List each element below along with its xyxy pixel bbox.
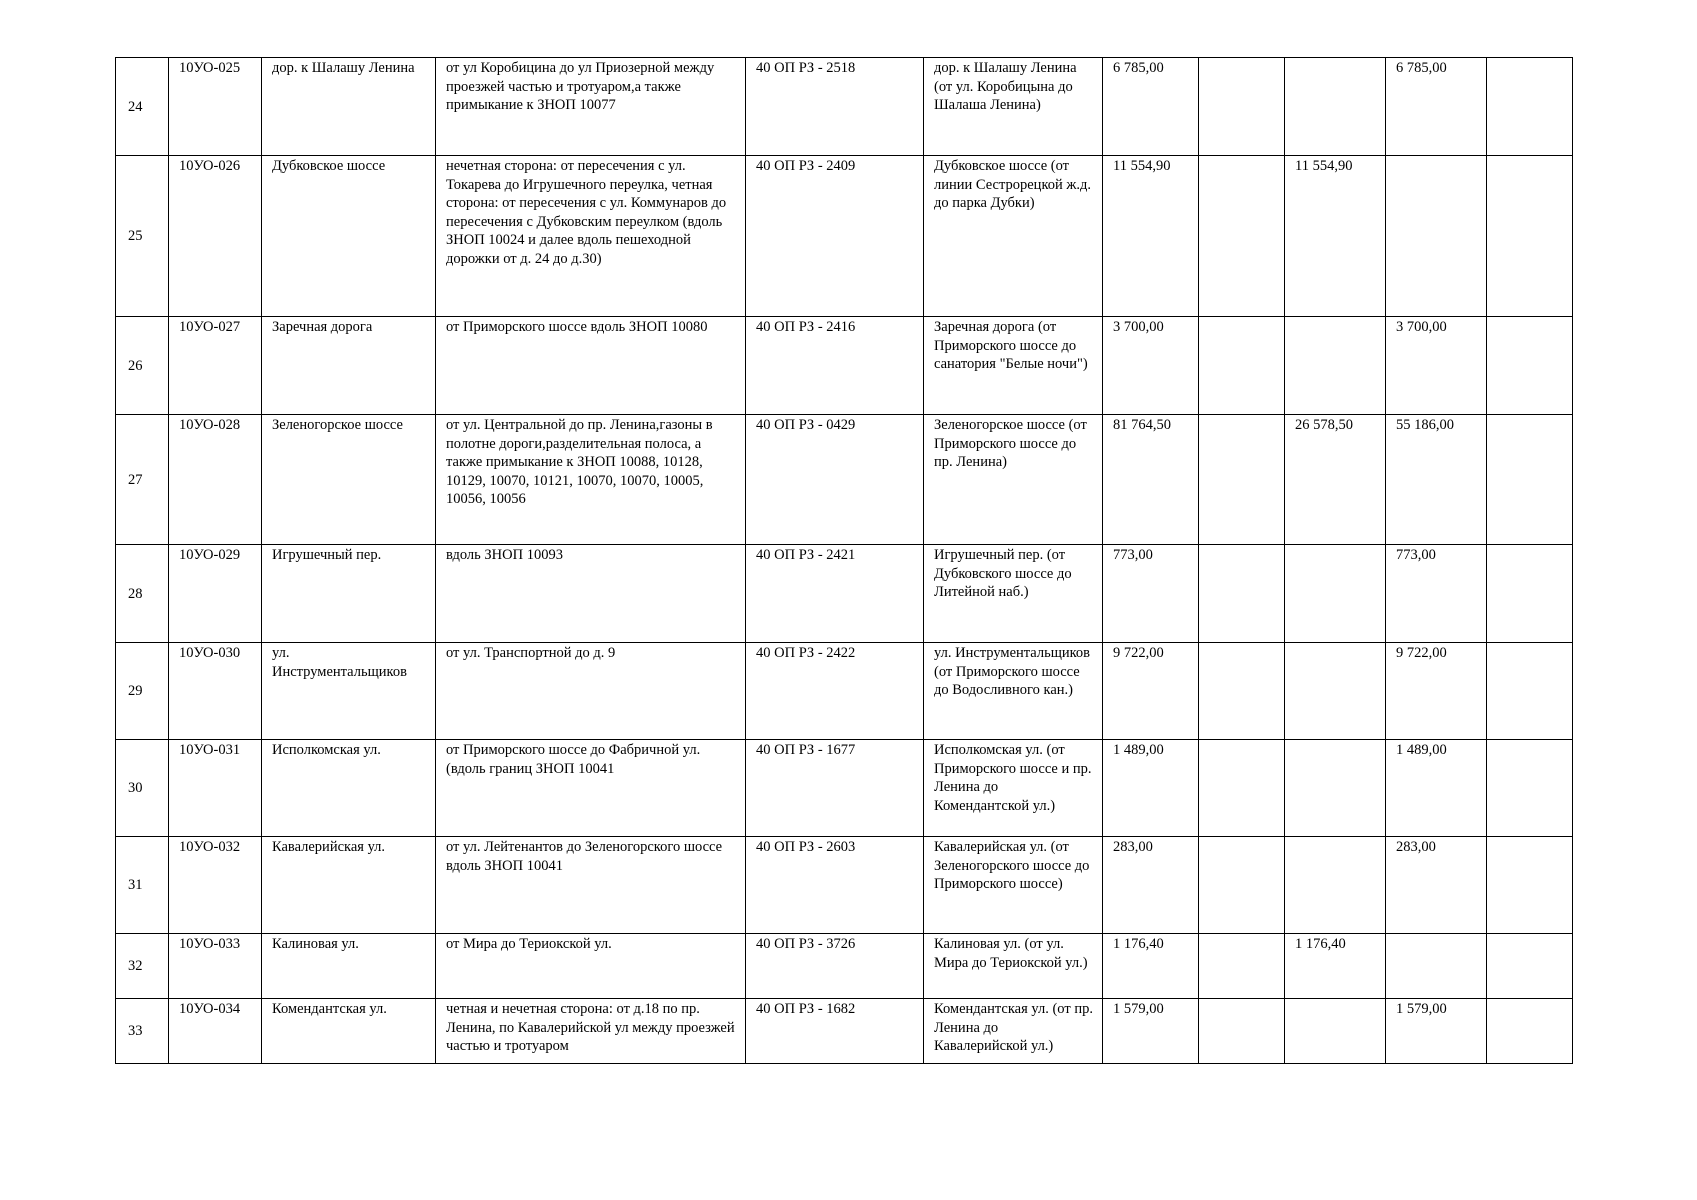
area-col-4 — [1487, 999, 1573, 1064]
area-col-2 — [1285, 999, 1386, 1064]
object-description: нечетная сторона: от пересечения с ул. Токарева до Игрушечного переулка, четная сторона: от пересечения с ул. Коммунаров до пересечения с Дубковским переулком (вдоль ЗНОП 10024 и далее вдоль пешеходной дорожки от д. 24 до д.30) — [436, 156, 746, 317]
area-col-1 — [1199, 317, 1285, 415]
area-col-3: 1 579,00 — [1386, 999, 1487, 1064]
total-area: 1 176,40 — [1103, 934, 1199, 999]
road-objects-table — [115, 57, 1573, 1064]
area-col-3: 1 489,00 — [1386, 740, 1487, 837]
table-row — [116, 837, 1573, 934]
road-id: 40 ОП РЗ - 2421 — [746, 545, 924, 643]
object-description: от Приморского шоссе вдоль ЗНОП 10080 — [436, 317, 746, 415]
area-col-2 — [1285, 740, 1386, 837]
area-col-1 — [1199, 545, 1285, 643]
object-description: от Мира до Териокской ул. — [436, 934, 746, 999]
total-area: 1 489,00 — [1103, 740, 1199, 837]
total-area: 81 764,50 — [1103, 415, 1199, 545]
total-area: 283,00 — [1103, 837, 1199, 934]
area-col-2 — [1285, 545, 1386, 643]
area-col-3: 773,00 — [1386, 545, 1487, 643]
road-name: Игрушечный пер. (от Дубковского шоссе до Литейной наб.) — [924, 545, 1103, 643]
object-code: 10УО-027 — [169, 317, 262, 415]
area-col-2: 1 176,40 — [1285, 934, 1386, 999]
area-col-2 — [1285, 643, 1386, 740]
road-name: Калиновая ул. (от ул. Мира до Териокской ул.) — [924, 934, 1103, 999]
road-id: 40 ОП РЗ - 0429 — [746, 415, 924, 545]
table-row — [116, 999, 1573, 1064]
area-col-4 — [1487, 934, 1573, 999]
area-col-4 — [1487, 740, 1573, 837]
object-name: Зеленогорское шоссе — [262, 415, 436, 545]
area-col-3: 3 700,00 — [1386, 317, 1487, 415]
table-row — [116, 545, 1573, 643]
table-row — [116, 934, 1573, 999]
road-name: Дубковское шоссе (от линии Сестрорецкой ж.д. до парка Дубки) — [924, 156, 1103, 317]
area-col-1 — [1199, 740, 1285, 837]
object-name: Дубковское шоссе — [262, 156, 436, 317]
area-col-1 — [1199, 156, 1285, 317]
row-number: 28 — [116, 545, 169, 643]
area-col-3: 55 186,00 — [1386, 415, 1487, 545]
area-col-3: 6 785,00 — [1386, 58, 1487, 156]
road-name: Комендантская ул. (от пр. Ленина до Кавалерийской ул.) — [924, 999, 1103, 1064]
object-name: ул. Инструментальщиков — [262, 643, 436, 740]
road-id: 40 ОП РЗ - 1677 — [746, 740, 924, 837]
object-name: дор. к Шалашу Ленина — [262, 58, 436, 156]
object-description: от ул Коробицина до ул Приозерной между проезжей частью и тротуаром,а также примыкание к ЗНОП 10077 — [436, 58, 746, 156]
object-code: 10УО-026 — [169, 156, 262, 317]
table-row — [116, 58, 1573, 156]
total-area: 9 722,00 — [1103, 643, 1199, 740]
area-col-1 — [1199, 999, 1285, 1064]
road-id: 40 ОП РЗ - 2416 — [746, 317, 924, 415]
table-row — [116, 415, 1573, 545]
object-code: 10УО-031 — [169, 740, 262, 837]
table-row — [116, 156, 1573, 317]
area-col-1 — [1199, 837, 1285, 934]
table-row — [116, 317, 1573, 415]
area-col-2: 26 578,50 — [1285, 415, 1386, 545]
road-id: 40 ОП РЗ - 1682 — [746, 999, 924, 1064]
object-code: 10УО-034 — [169, 999, 262, 1064]
row-number: 24 — [116, 58, 169, 156]
object-code: 10УО-033 — [169, 934, 262, 999]
road-id: 40 ОП РЗ - 3726 — [746, 934, 924, 999]
object-description: от ул. Центральной до пр. Ленина,газоны в полотне дороги,разделительная полоса, а также примыкание к ЗНОП 10088, 10128, 10129, 10070, 10121, 10070, 10070, 10005, 10056, 10056 — [436, 415, 746, 545]
area-col-4 — [1487, 415, 1573, 545]
object-code: 10УО-029 — [169, 545, 262, 643]
area-col-4 — [1487, 58, 1573, 156]
area-col-3 — [1386, 934, 1487, 999]
road-name: Зеленогорское шоссе (от Приморского шоссе до пр. Ленина) — [924, 415, 1103, 545]
area-col-2 — [1285, 58, 1386, 156]
road-id: 40 ОП РЗ - 2603 — [746, 837, 924, 934]
area-col-2 — [1285, 837, 1386, 934]
area-col-1 — [1199, 415, 1285, 545]
area-col-1 — [1199, 934, 1285, 999]
total-area: 773,00 — [1103, 545, 1199, 643]
area-col-3 — [1386, 156, 1487, 317]
object-name: Кавалерийская ул. — [262, 837, 436, 934]
area-col-4 — [1487, 545, 1573, 643]
object-name: Исполкомская ул. — [262, 740, 436, 837]
object-name: Комендантская ул. — [262, 999, 436, 1064]
object-description: от ул. Транспортной до д. 9 — [436, 643, 746, 740]
area-col-4 — [1487, 643, 1573, 740]
area-col-1 — [1199, 58, 1285, 156]
object-name: Игрушечный пер. — [262, 545, 436, 643]
total-area: 3 700,00 — [1103, 317, 1199, 415]
area-col-2: 11 554,90 — [1285, 156, 1386, 317]
row-number: 30 — [116, 740, 169, 837]
road-name: дор. к Шалашу Ленина (от ул. Коробицына до Шалаша Ленина) — [924, 58, 1103, 156]
row-number: 27 — [116, 415, 169, 545]
row-number: 25 — [116, 156, 169, 317]
area-col-1 — [1199, 643, 1285, 740]
row-number: 33 — [116, 999, 169, 1064]
object-description: от Приморского шоссе до Фабричной ул.(вдоль границ ЗНОП 10041 — [436, 740, 746, 837]
row-number: 32 — [116, 934, 169, 999]
road-name: Исполкомская ул. (от Приморского шоссе и пр. Ленина до Комендантской ул.) — [924, 740, 1103, 837]
road-name: ул. Инструментальщиков (от Приморского шоссе до Водосливного кан.) — [924, 643, 1103, 740]
total-area: 1 579,00 — [1103, 999, 1199, 1064]
row-number: 31 — [116, 837, 169, 934]
road-id: 40 ОП РЗ - 2422 — [746, 643, 924, 740]
object-description: вдоль ЗНОП 10093 — [436, 545, 746, 643]
object-code: 10УО-028 — [169, 415, 262, 545]
object-code: 10УО-032 — [169, 837, 262, 934]
road-id: 40 ОП РЗ - 2518 — [746, 58, 924, 156]
area-col-4 — [1487, 156, 1573, 317]
road-name: Заречная дорога (от Приморского шоссе до санатория "Белые ночи") — [924, 317, 1103, 415]
area-col-4 — [1487, 317, 1573, 415]
area-col-4 — [1487, 837, 1573, 934]
table-row — [116, 643, 1573, 740]
total-area: 6 785,00 — [1103, 58, 1199, 156]
table-row — [116, 740, 1573, 837]
road-name: Кавалерийская ул. (от Зеленогорского шоссе до Приморского шоссе) — [924, 837, 1103, 934]
object-name: Заречная дорога — [262, 317, 436, 415]
road-id: 40 ОП РЗ - 2409 — [746, 156, 924, 317]
total-area: 11 554,90 — [1103, 156, 1199, 317]
object-description: от ул. Лейтенантов до Зеленогорского шоссе вдоль ЗНОП 10041 — [436, 837, 746, 934]
object-description: четная и нечетная сторона: от д.18 по пр. Ленина, по Кавалерийской ул между проезжей частью и тротуаром — [436, 999, 746, 1064]
row-number: 29 — [116, 643, 169, 740]
area-col-2 — [1285, 317, 1386, 415]
object-code: 10УО-025 — [169, 58, 262, 156]
object-name: Калиновая ул. — [262, 934, 436, 999]
area-col-3: 283,00 — [1386, 837, 1487, 934]
area-col-3: 9 722,00 — [1386, 643, 1487, 740]
row-number: 26 — [116, 317, 169, 415]
object-code: 10УО-030 — [169, 643, 262, 740]
